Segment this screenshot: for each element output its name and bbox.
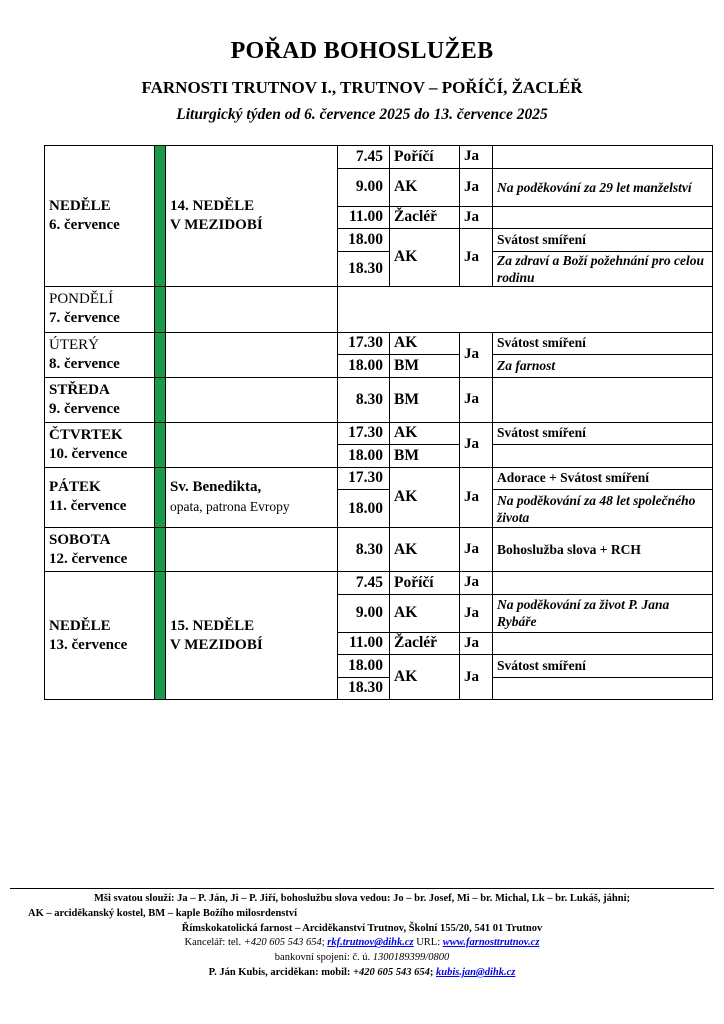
day-date: 6. července: [49, 216, 120, 233]
day-name: PÁTEK: [49, 479, 101, 496]
mass-priest: Ja: [460, 168, 493, 206]
mass-intention: Za zdraví a Boží požehnání pro celou rodinu: [493, 251, 713, 286]
mass-place: AK: [390, 168, 460, 206]
day-cell: [45, 528, 155, 572]
feast-name: 15. NEDĚLE: [170, 617, 255, 634]
feast-name-2: V MEZIDOBÍ: [170, 636, 263, 653]
mass-time: 18.00: [338, 355, 390, 378]
footer-parish-address: Římskokatolická farnost – Arciděkanství Trutnov, Školní 155/20, 541 01 Trutnov: [181, 922, 543, 934]
footer-contact-line: Kancelář: tel. +420 605 543 654; rkf.trutnov@dihk.cz URL: www.farnosttrutnov.cz: [184, 937, 540, 949]
feast-cell: [166, 467, 338, 528]
liturgical-color-bar: [155, 146, 166, 287]
liturgical-color-bar: [155, 467, 166, 528]
liturgical-color-bar: [155, 377, 166, 422]
mass-note: [493, 445, 713, 468]
website-link[interactable]: www.farnosttrutnov.cz: [442, 937, 540, 949]
mass-intention: Na poděkování za 29 let manželství: [493, 168, 713, 206]
mass-time: 18.30: [338, 251, 390, 286]
mass-time: 17.30: [338, 467, 390, 490]
mass-place: Žacléř: [390, 206, 460, 229]
feast-cell: [166, 572, 338, 700]
liturgical-color-bar: [155, 572, 166, 700]
mass-time: 8.30: [338, 528, 390, 572]
mass-intention: Na poděkování za 48 let společného života: [493, 490, 713, 528]
page-title: POŘAD BOHOSLUŽEB: [230, 38, 494, 64]
table-row: [45, 286, 713, 332]
liturgical-week: Liturgický týden od 6. července 2025 do 13. července 2025: [176, 106, 548, 123]
day-name: NEDĚLE: [49, 617, 111, 634]
feast-name: 14. NEDĚLE: [170, 197, 255, 214]
bank-account: 1300189399/0800: [372, 952, 450, 964]
office-label: Kancelář: tel.: [184, 937, 242, 949]
day-date: 11. července: [49, 498, 127, 515]
mass-note: [493, 206, 713, 229]
mass-place: BM: [390, 445, 460, 468]
liturgical-color-bar: [155, 422, 166, 467]
mass-place: BM: [390, 377, 460, 422]
mass-intention: Na poděkování za život P. Jana Rybáře: [493, 594, 713, 632]
liturgical-color-bar: [155, 332, 166, 377]
day-cell: [45, 332, 155, 377]
day-name: PONDĚLÍ: [49, 291, 114, 307]
mass-time: 18.00: [338, 445, 390, 468]
mass-priest: Ja: [460, 146, 493, 169]
day-date: 8. července: [49, 355, 120, 372]
feast-name-2: opata, patrona Evropy: [170, 498, 290, 514]
mass-note: Svátost smíření: [493, 332, 713, 355]
url-label: URL:: [416, 937, 441, 949]
mass-place: AK: [390, 229, 460, 287]
feast-cell: [166, 286, 338, 332]
priest-email-link[interactable]: kubis.jan@dihk.cz: [436, 966, 516, 978]
mass-place: BM: [390, 355, 460, 378]
day-cell: [45, 286, 155, 332]
day-cell: [45, 146, 155, 287]
day-cell: [45, 572, 155, 700]
feast-cell: [166, 377, 338, 422]
mass-time: 11.00: [338, 206, 390, 229]
liturgical-color-bar: [155, 286, 166, 332]
mass-priest: Ja: [460, 594, 493, 632]
mass-time: 18.00: [338, 229, 390, 252]
mass-time: 18.00: [338, 655, 390, 678]
liturgical-color-bar: [155, 528, 166, 572]
table-row: [45, 332, 713, 355]
mass-note: [493, 632, 713, 655]
mass-place: AK: [390, 655, 460, 700]
mass-place: AK: [390, 467, 460, 528]
mass-priest: Ja: [460, 572, 493, 595]
mass-time: 18.30: [338, 677, 390, 700]
footer-divider: [10, 888, 714, 889]
bank-label: bankovní spojení: č. ú.: [274, 952, 371, 964]
day-date: 9. července: [49, 400, 120, 417]
mass-note: Svátost smíření: [493, 422, 713, 445]
mass-note: [493, 572, 713, 595]
feast-name: Sv. Benedikta,: [170, 478, 262, 495]
day-cell: [45, 467, 155, 528]
mass-note: Svátost smíření: [493, 655, 713, 678]
mass-priest: Ja: [460, 206, 493, 229]
feast-name-2: V MEZIDOBÍ: [170, 216, 263, 233]
mass-time: 7.45: [338, 572, 390, 595]
footer-bank-line: [0, 951, 724, 966]
mass-priest: Ja: [460, 467, 493, 528]
mass-intention: Za farnost: [493, 355, 713, 378]
mass-place: Poříčí: [390, 572, 460, 595]
day-cell: [45, 422, 155, 467]
footer-legend-places: AK – arciděkanský kostel, BM – kaple Božího milosrdenství: [28, 907, 298, 919]
day-cell: [45, 377, 155, 422]
mass-priest: Ja: [460, 422, 493, 467]
mass-place: AK: [390, 594, 460, 632]
footer: [0, 892, 724, 981]
mass-place: AK: [390, 422, 460, 445]
mass-priest: Ja: [460, 632, 493, 655]
day-date: 10. července: [49, 445, 128, 462]
day-date: 7. července: [49, 310, 120, 326]
mass-time: 17.30: [338, 332, 390, 355]
table-row: [45, 377, 713, 422]
mass-priest: Ja: [460, 528, 493, 572]
empty-services: [338, 286, 713, 332]
mass-priest: Ja: [460, 377, 493, 422]
mass-note: Adorace + Svátost smíření: [493, 467, 713, 490]
day-name: ČTVRTEK: [49, 426, 123, 443]
table-row: [45, 146, 713, 169]
mass-place: Poříčí: [390, 146, 460, 169]
priest-label: P. Ján Kubis, arciděkan: mobil:: [208, 966, 351, 978]
table-row: [45, 422, 713, 445]
day-name: NEDĚLE: [49, 197, 111, 214]
footer-priest-line: P. Ján Kubis, arciděkan: mobil: +420 605 543 654; kubis.jan@dihk.cz: [208, 966, 516, 978]
office-email-link[interactable]: rkf.trutnov@dihk.cz: [327, 937, 414, 949]
day-name: SOBOTA: [49, 531, 111, 548]
office-phone: +420 605 543 654: [243, 937, 322, 949]
mass-priest: Ja: [460, 229, 493, 287]
mass-time: 8.30: [338, 377, 390, 422]
mass-time: 7.45: [338, 146, 390, 169]
day-name: ÚTERÝ: [49, 336, 99, 353]
mass-time: 11.00: [338, 632, 390, 655]
mass-place: AK: [390, 332, 460, 355]
feast-cell: [166, 332, 338, 377]
mass-note: [493, 677, 713, 700]
mass-time: 17.30: [338, 422, 390, 445]
mass-note: [493, 146, 713, 169]
parish-subtitle: FARNOSTI TRUTNOV I., TRUTNOV – POŘÍČÍ, ŽACLÉŘ: [141, 78, 583, 97]
day-name: STŘEDA: [49, 381, 110, 398]
mass-time: 9.00: [338, 594, 390, 632]
mass-priest: Ja: [460, 655, 493, 700]
schedule-table: [44, 145, 713, 700]
mass-priest: Ja: [460, 332, 493, 377]
mass-place: AK: [390, 528, 460, 572]
feast-cell: [166, 422, 338, 467]
day-date: 13. července: [49, 636, 128, 653]
day-date: 12. července: [49, 550, 128, 567]
mass-time: 18.00: [338, 490, 390, 528]
table-row: [45, 572, 713, 595]
feast-cell: [166, 528, 338, 572]
mass-place: Žacléř: [390, 632, 460, 655]
feast-cell: [166, 146, 338, 287]
table-row: [45, 467, 713, 490]
mass-note: Svátost smíření: [493, 229, 713, 252]
footer-legend-priests: Mši svatou slouží: Ja – P. Ján, Ji – P. Jiří, bohoslužbu slova vedou: Jo – br. Josef, Mi – br. Michal, Lk – br. Lukáš, jáhni;: [94, 893, 630, 904]
mass-note: [493, 377, 713, 422]
mass-time: 9.00: [338, 168, 390, 206]
mass-note: Bohoslužba slova + RCH: [493, 528, 713, 572]
table-row: [45, 528, 713, 572]
priest-phone: +420 605 543 654: [353, 966, 430, 978]
